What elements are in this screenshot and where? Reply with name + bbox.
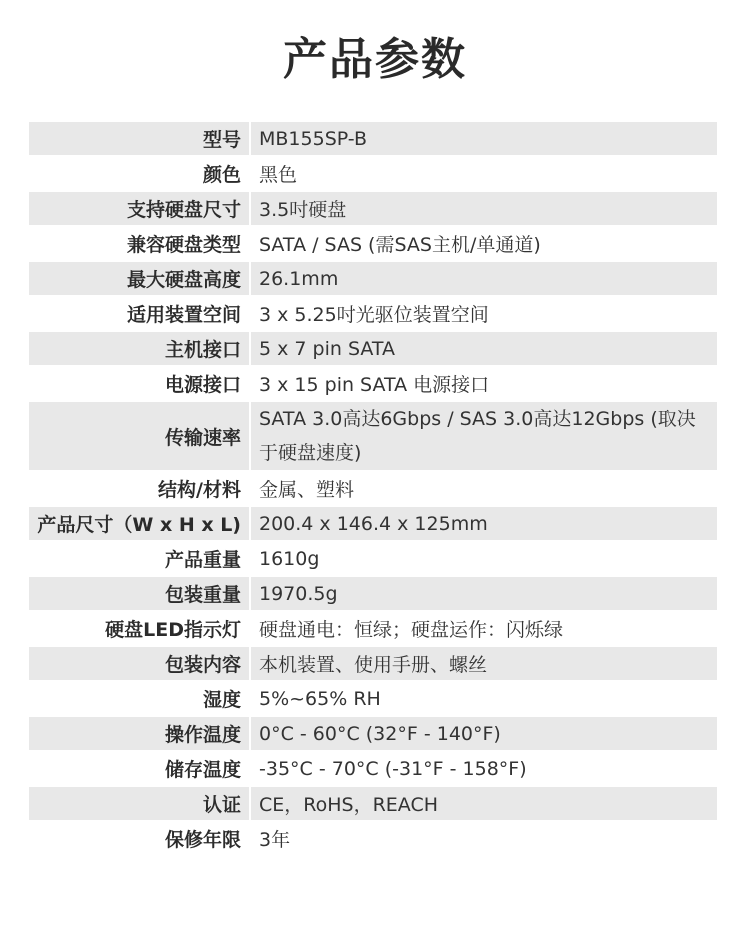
spec-label: 储存温度 bbox=[164, 759, 241, 781]
spec-value: 5%~65% RH bbox=[259, 687, 381, 710]
spec-label: 包装重量 bbox=[29, 577, 249, 610]
spec-value: 0°C - 60°C (32°F - 140°F) bbox=[251, 717, 717, 750]
spec-row-color bbox=[29, 157, 717, 190]
spec-label: 传输速率 bbox=[29, 402, 249, 470]
spec-row-bay-space bbox=[29, 297, 717, 330]
spec-row-certification bbox=[29, 787, 717, 820]
spec-row-max-height bbox=[29, 262, 717, 295]
spec-row-package-contents bbox=[29, 647, 717, 680]
spec-value: CE，RoHS，REACH bbox=[251, 787, 717, 820]
page-title: 产品参数 bbox=[283, 34, 467, 85]
spec-row-storage-temp bbox=[29, 752, 717, 785]
spec-value: 3.5吋硬盘 bbox=[251, 192, 717, 225]
spec-value: 硬盘通电：恒绿；硬盘运作：闪烁绿 bbox=[259, 619, 564, 641]
spec-row-dimensions bbox=[29, 507, 717, 540]
spec-label: 型号 bbox=[29, 122, 249, 155]
spec-label: 硬盘LED指示灯 bbox=[105, 619, 241, 641]
spec-label: 兼容硬盘类型 bbox=[126, 234, 241, 256]
spec-row-power-interface bbox=[29, 367, 717, 400]
spec-label: 操作温度 bbox=[29, 717, 249, 750]
spec-value: SATA / SAS (需SAS主机/单通道) bbox=[259, 234, 541, 256]
spec-row-warranty bbox=[29, 822, 717, 855]
spec-row-material bbox=[29, 472, 717, 505]
spec-row-disk-size bbox=[29, 192, 717, 225]
spec-label: 保修年限 bbox=[164, 829, 241, 851]
spec-label: 产品尺寸（W x H x L) bbox=[29, 507, 249, 540]
spec-row-disk-type bbox=[29, 227, 717, 260]
spec-value: 200.4 x 146.4 x 125mm bbox=[251, 507, 717, 540]
spec-label: 支持硬盘尺寸 bbox=[29, 192, 249, 225]
spec-value: 5 x 7 pin SATA bbox=[251, 332, 717, 365]
spec-value: 26.1mm bbox=[251, 262, 717, 295]
spec-value: SATA 3.0高达6Gbps / SAS 3.0高达12Gbps (取决于硬盘速度) bbox=[251, 402, 717, 470]
spec-label: 结构/材料 bbox=[158, 479, 241, 501]
spec-label: 适用装置空间 bbox=[126, 304, 241, 326]
spec-row-operating-temp bbox=[29, 717, 717, 750]
spec-row-led bbox=[29, 612, 717, 645]
spec-row-model bbox=[29, 122, 717, 155]
spec-label: 主机接口 bbox=[29, 332, 249, 365]
spec-row-package-weight bbox=[29, 577, 717, 610]
spec-value: 黑色 bbox=[259, 164, 298, 186]
spec-label: 湿度 bbox=[202, 689, 241, 711]
spec-value: -35°C - 70°C (-31°F - 158°F) bbox=[259, 757, 527, 780]
spec-label: 电源接口 bbox=[164, 374, 241, 396]
spec-label: 颜色 bbox=[202, 164, 241, 186]
spec-value: 1970.5g bbox=[251, 577, 717, 610]
spec-label: 认证 bbox=[29, 787, 249, 820]
spec-value: 金属、塑料 bbox=[259, 479, 355, 501]
spec-label: 最大硬盘高度 bbox=[29, 262, 249, 295]
spec-value: 本机装置、使用手册、螺丝 bbox=[251, 647, 717, 680]
spec-table bbox=[29, 122, 717, 857]
spec-value: 1610g bbox=[259, 547, 320, 570]
spec-value: MB155SP-B bbox=[251, 122, 717, 155]
spec-row-product-weight bbox=[29, 542, 717, 575]
spec-label: 包装内容 bbox=[29, 647, 249, 680]
spec-value: 3 x 5.25吋光驱位装置空间 bbox=[259, 304, 489, 326]
spec-value: 3年 bbox=[259, 829, 291, 851]
spec-row-transfer-rate bbox=[29, 402, 717, 470]
spec-label: 产品重量 bbox=[164, 549, 241, 571]
spec-row-host-interface bbox=[29, 332, 717, 365]
spec-row-humidity bbox=[29, 682, 717, 715]
spec-value: 3 x 15 pin SATA 电源接口 bbox=[259, 374, 490, 396]
